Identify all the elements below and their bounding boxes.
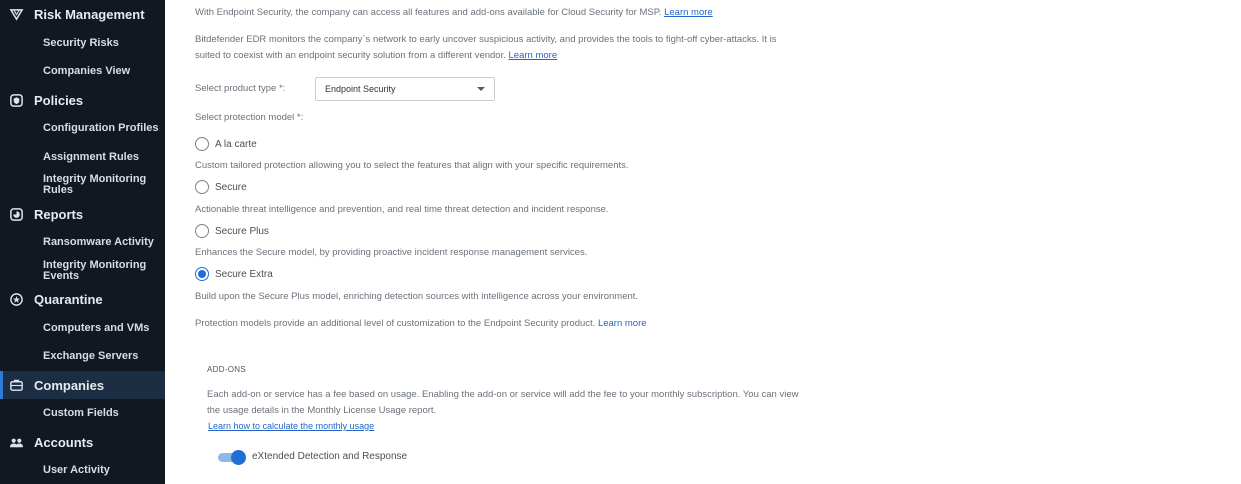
- sidebar-item-ransomware-activity[interactable]: [0, 237, 165, 248]
- accounts-icon: [8, 434, 24, 450]
- addons-usage-link[interactable]: Learn how to calculate the monthly usage: [208, 421, 375, 431]
- sidebar-section-label: Quarantine: [34, 291, 103, 307]
- radio-label: A la carte: [215, 138, 257, 150]
- sidebar-section-policies[interactable]: [0, 91, 165, 109]
- model-description: Actionable threat intelligence and prevention, and real time threat detection and incident response.: [195, 204, 609, 215]
- sidebar-section-label: Accounts: [34, 434, 94, 450]
- sidebar-item-custom-fields[interactable]: [0, 408, 165, 419]
- product-type-value: Endpoint Security: [325, 84, 396, 94]
- addons-description-line: the usage details in the Monthly License Usage report.: [207, 404, 437, 416]
- sidebar-item-label: Rules: [43, 184, 73, 196]
- sidebar-item-label: Events: [43, 270, 80, 282]
- sidebar-item-label: Companies View: [43, 65, 131, 77]
- toggle-knob: [231, 450, 246, 465]
- model-description: Custom tailored protection allowing you to select the features that align with your specific requirements.: [195, 160, 629, 171]
- sidebar-item-exchange-servers[interactable]: [0, 351, 165, 362]
- intro-text-body: With Endpoint Security, the company can access all features and add-ons available for Cloud Security for MSP.: [195, 7, 662, 18]
- sidebar-item-integrity-monitoring-events[interactable]: [0, 260, 165, 282]
- radio-button[interactable]: [195, 137, 209, 151]
- radio-label: Secure Extra: [215, 268, 273, 280]
- radio-dot: [198, 270, 206, 278]
- sidebar-item-configuration-profiles[interactable]: [0, 123, 165, 134]
- sidebar-item-label: Integrity Monitoring: [43, 259, 147, 271]
- product-type-select[interactable]: [315, 77, 495, 101]
- sidebar-item-computers-and-vms[interactable]: [0, 323, 165, 334]
- sidebar-section-risk-management[interactable]: [0, 5, 165, 23]
- sidebar-item-label: Ransomware Activity: [43, 236, 154, 248]
- addons-description: [207, 387, 798, 418]
- sidebar-item-label: User Activity: [43, 464, 110, 476]
- radio-secure-extra[interactable]: [195, 267, 273, 281]
- edr-toggle-label: eXtended Detection and Response: [252, 451, 408, 462]
- addons-description-line: Each add-on or service has a fee based on usage. Enabling the add-on or service will add the fee to your monthly subscription. You can view: [207, 389, 799, 400]
- sidebar-section-label: Reports: [34, 206, 84, 222]
- intro-text: [195, 5, 713, 21]
- addons-section-title: ADD-ONS: [207, 365, 246, 374]
- model-description: Enhances the Secure model, by providing proactive incident response management services.: [195, 247, 588, 258]
- edr-description-line: suited to coexist with an endpoint security solution from a different vendor.: [195, 49, 506, 61]
- sidebar-item-security-risks[interactable]: [0, 38, 165, 49]
- sidebar-section-label: Risk Management: [34, 6, 145, 22]
- radio-label: Secure: [215, 181, 247, 193]
- chevron-down-icon: [477, 87, 485, 91]
- sidebar-item-assignment-rules[interactable]: [0, 152, 165, 163]
- sidebar-section-label: Policies: [34, 92, 84, 108]
- sidebar-item-label: Custom Fields: [43, 407, 119, 419]
- sidebar-item-label: Integrity Monitoring: [43, 173, 147, 185]
- main-content: [165, 0, 1241, 484]
- companies-icon: [8, 377, 24, 393]
- radio-a-la-carte[interactable]: [195, 137, 257, 151]
- sidebar-item-label: Exchange Servers: [43, 350, 139, 362]
- model-description: Build upon the Secure Plus model, enriching detection sources with intelligence across your environment.: [195, 291, 639, 302]
- sidebar-section-label: Companies: [34, 377, 105, 393]
- reports-icon: [8, 206, 24, 222]
- sidebar-item-label: Computers and VMs: [43, 322, 150, 334]
- sidebar-item-label: Configuration Profiles: [43, 122, 159, 134]
- radio-button[interactable]: [195, 224, 209, 238]
- radio-button[interactable]: [195, 180, 209, 194]
- sidebar-item-companies-view[interactable]: [0, 66, 165, 77]
- sidebar-item-integrity-monitoring-rules[interactable]: [0, 174, 165, 196]
- sidebar-section-reports[interactable]: [0, 205, 165, 223]
- radio-label: Secure Plus: [215, 225, 269, 237]
- sidebar-section-quarantine[interactable]: [0, 290, 165, 308]
- radio-button-checked[interactable]: [195, 267, 209, 281]
- radio-secure[interactable]: [195, 180, 247, 194]
- risk-management-icon: [8, 6, 24, 22]
- policies-icon: [8, 92, 24, 108]
- quarantine-icon: [8, 291, 24, 307]
- sidebar-section-accounts[interactable]: [0, 433, 165, 451]
- edr-description-line: Bitdefender EDR monitors the company`s network to early uncover suspicious activity, and provides the tools to fight-off cyber-attacks. It is: [195, 34, 777, 45]
- sidebar-item-user-activity[interactable]: [0, 465, 165, 476]
- sidebar-item-label: Assignment Rules: [43, 151, 139, 163]
- models-note: [195, 316, 647, 332]
- models-note-text: Protection models provide an additional level of customization to the Endpoint Security product.: [195, 318, 596, 329]
- sidebar: [0, 0, 165, 484]
- edr-learn-more-link[interactable]: Learn more: [508, 49, 558, 61]
- edr-description: [195, 32, 777, 63]
- protection-model-label: Select protection model *:: [195, 112, 304, 123]
- intro-learn-more-link[interactable]: Learn more: [664, 7, 713, 18]
- sidebar-section-companies[interactable]: [0, 371, 165, 399]
- sidebar-item-label: Security Risks: [43, 37, 119, 49]
- radio-secure-plus[interactable]: [195, 224, 269, 238]
- product-type-label: Select product type *:: [195, 83, 286, 94]
- edr-toggle[interactable]: [218, 450, 246, 464]
- models-learn-more-link[interactable]: Learn more: [597, 318, 647, 329]
